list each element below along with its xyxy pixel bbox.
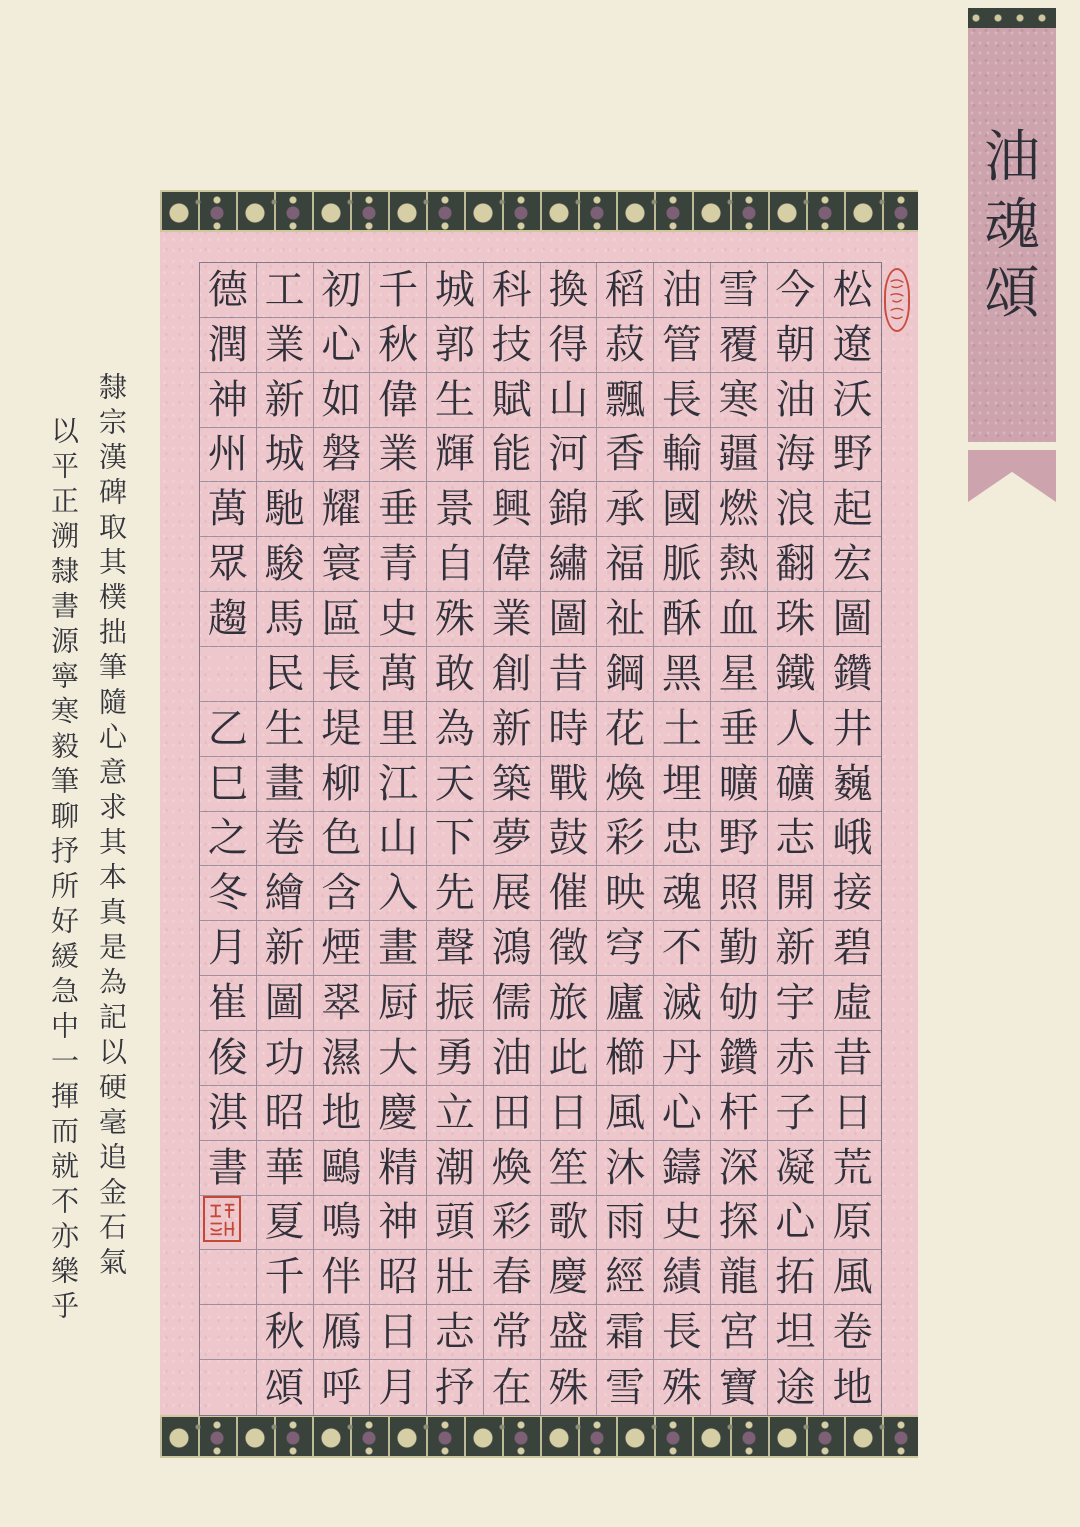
grid-cell: 創 <box>484 647 541 702</box>
grid-cell: 不 <box>654 921 711 976</box>
grid-cell: 曠 <box>711 757 768 812</box>
grid-cell: 耀 <box>314 482 371 537</box>
brocade-border-bottom <box>160 1415 918 1458</box>
grid-cell: 菽 <box>597 318 654 373</box>
grid-cell: 千 <box>257 1250 314 1305</box>
grid-cell: 日 <box>370 1305 427 1360</box>
grid-cell: 新 <box>257 373 314 428</box>
grid-cell: 錦 <box>541 482 598 537</box>
grid-cell: 宇 <box>768 976 825 1031</box>
grid-cell: 探 <box>711 1196 768 1251</box>
grid-cell: 下 <box>427 812 484 867</box>
grid-cell: 工 <box>257 263 314 318</box>
grid-cell: 酥 <box>654 592 711 647</box>
grid-cell: 畫 <box>370 921 427 976</box>
grid-cell: 卷 <box>824 1305 881 1360</box>
grid-cell: 廬 <box>597 976 654 1031</box>
grid-cell: 科 <box>484 263 541 318</box>
grid-cell: 垂 <box>370 482 427 537</box>
grid-cell: 心 <box>314 318 371 373</box>
grid-cell: 冬 <box>200 866 257 921</box>
grid-cell: 圖 <box>257 976 314 1031</box>
grid-cell: 土 <box>654 702 711 757</box>
grid-cell: 為 <box>427 702 484 757</box>
grid-cell: 殊 <box>427 592 484 647</box>
grid-cell: 民 <box>257 647 314 702</box>
grid-cell: 月 <box>200 921 257 976</box>
grid-cell: 虛 <box>824 976 881 1031</box>
grid-cell: 遼 <box>824 318 881 373</box>
grid-cell: 伴 <box>314 1250 371 1305</box>
grid-cell: 駿 <box>257 537 314 592</box>
grid-cell: 夢 <box>484 812 541 867</box>
grid-cell: 磐 <box>314 428 371 483</box>
grid-cell: 初 <box>314 263 371 318</box>
grid-cell: 日 <box>824 1086 881 1141</box>
colophon-column-1: 隸宗漢碑取其樸拙筆隨心意求其本真是為記以硬毫追金石氣 <box>95 372 128 1282</box>
grid-cell: 圖 <box>824 592 881 647</box>
grid-cell: 寰 <box>314 537 371 592</box>
grid-cell: 巍 <box>824 757 881 812</box>
grid-cell: 風 <box>597 1086 654 1141</box>
grid-cell: 眾 <box>200 537 257 592</box>
grid-cell: 築 <box>484 757 541 812</box>
grid-cell: 福 <box>597 537 654 592</box>
grid-cell: 彩 <box>597 812 654 867</box>
grid-cell <box>200 1305 257 1360</box>
grid-cell: 壯 <box>427 1250 484 1305</box>
grid-cell: 志 <box>768 812 825 867</box>
grid-cell: 技 <box>484 318 541 373</box>
grid-cell: 昭 <box>370 1250 427 1305</box>
grid-cell: 起 <box>824 482 881 537</box>
title-banner <box>968 8 1056 442</box>
grid-cell: 展 <box>484 866 541 921</box>
grid-cell: 荒 <box>824 1141 881 1196</box>
grid-cell: 彩 <box>484 1196 541 1251</box>
grid-cell: 勇 <box>427 1031 484 1086</box>
grid-cell: 覆 <box>711 318 768 373</box>
grid-cell: 鑄 <box>654 1141 711 1196</box>
banner-title-char-2: 魂 <box>984 193 1040 258</box>
grid-cell: 心 <box>654 1086 711 1141</box>
grid-cell: 朝 <box>768 318 825 373</box>
grid-cell: 疆 <box>711 428 768 483</box>
grid-cell: 抒 <box>427 1360 484 1415</box>
grid-cell: 河 <box>541 428 598 483</box>
grid-cell: 龍 <box>711 1250 768 1305</box>
grid-cell: 管 <box>654 318 711 373</box>
grid-cell: 沐 <box>597 1141 654 1196</box>
grid-cell: 坦 <box>768 1305 825 1360</box>
grid-cell: 繡 <box>541 537 598 592</box>
grid-cell: 花 <box>597 702 654 757</box>
grid-cell: 忠 <box>654 812 711 867</box>
grid-cell: 乙 <box>200 702 257 757</box>
grid-cell: 秋 <box>257 1305 314 1360</box>
grid-cell: 濕 <box>314 1031 371 1086</box>
grid-cell: 海 <box>768 428 825 483</box>
grid-cell: 鼓 <box>541 812 598 867</box>
grid-cell: 礦 <box>768 757 825 812</box>
grid-cell: 在 <box>484 1360 541 1415</box>
grid-cell: 劬 <box>711 976 768 1031</box>
grid-cell: 星 <box>711 647 768 702</box>
grid-cell: 志 <box>427 1305 484 1360</box>
grid-cell: 地 <box>832 1364 873 1411</box>
grid-cell: 新 <box>257 921 314 976</box>
grid-cell: 祉 <box>597 592 654 647</box>
grid-cell: 柳 <box>314 757 371 812</box>
grid-cell: 繪 <box>257 866 314 921</box>
grid-cell: 凝 <box>768 1141 825 1196</box>
grid-cell: 黑 <box>654 647 711 702</box>
grid-cell: 長 <box>654 1305 711 1360</box>
grid-cell: 寒 <box>711 373 768 428</box>
grid-cell: 血 <box>711 592 768 647</box>
grid-cell: 昔 <box>824 1031 881 1086</box>
grid-cell: 燃 <box>711 482 768 537</box>
grid-cell: 拓 <box>768 1250 825 1305</box>
grid-cell: 功 <box>257 1031 314 1086</box>
grid-cell <box>200 1360 257 1415</box>
grid-cell: 滅 <box>654 976 711 1031</box>
grid-cell: 能 <box>484 428 541 483</box>
grid-cell: 稻 <box>597 263 654 318</box>
grid-cell: 翠 <box>314 976 371 1031</box>
grid-cell: 興 <box>484 482 541 537</box>
grid-cell: 聲 <box>427 921 484 976</box>
grid-cell: 鳴 <box>314 1196 371 1251</box>
grid-cell: 雨 <box>597 1196 654 1251</box>
grid-cell: 長 <box>654 373 711 428</box>
grid-cell: 潤 <box>200 318 257 373</box>
grid-cell: 松 <box>824 263 881 318</box>
grid-cell: 厨 <box>370 976 427 1031</box>
grid-cell: 昔 <box>541 647 598 702</box>
grid-cell: 生 <box>427 373 484 428</box>
grid-cell: 偉 <box>370 373 427 428</box>
grid-cell: 色 <box>314 812 371 867</box>
grid-cell: 堤 <box>314 702 371 757</box>
grid-cell: 鐵 <box>768 647 825 702</box>
grid-cell: 勤 <box>711 921 768 976</box>
grid-cell: 垂 <box>711 702 768 757</box>
grid-cell: 雪 <box>711 263 768 318</box>
grid-cell: 途 <box>768 1360 825 1415</box>
grid-cell: 峨 <box>824 812 881 867</box>
grid-cell: 映 <box>597 866 654 921</box>
grid-cell: 鷗 <box>314 1141 371 1196</box>
grid-cell: 神 <box>200 373 257 428</box>
grid-cell: 里 <box>370 702 427 757</box>
grid-cell: 杆 <box>711 1086 768 1141</box>
grid-cell: 歌 <box>541 1196 598 1251</box>
grid-cell: 熱 <box>711 537 768 592</box>
grid-cell: 月 <box>370 1360 427 1415</box>
grid-cell: 城 <box>427 263 484 318</box>
calligraphy-grid <box>199 262 882 1416</box>
grid-cell: 得 <box>541 318 598 373</box>
artist-seal <box>203 1196 241 1242</box>
grid-cell: 煥 <box>597 757 654 812</box>
grid-cell: 野 <box>824 428 881 483</box>
banner-brocade-edge <box>968 8 1056 28</box>
grid-cell: 州 <box>200 428 257 483</box>
grid-cell: 江 <box>370 757 427 812</box>
grid-cell: 績 <box>654 1250 711 1305</box>
grid-cell: 趨 <box>200 592 257 647</box>
grid-cell: 此 <box>541 1031 598 1086</box>
grid-cell: 珠 <box>768 592 825 647</box>
grid-cell: 昭 <box>257 1086 314 1141</box>
grid-cell: 地 <box>314 1086 371 1141</box>
grid-cell: 國 <box>654 482 711 537</box>
grid-cell: 華 <box>257 1141 314 1196</box>
grid-cell: 偉 <box>484 537 541 592</box>
grid-cell: 心 <box>768 1196 825 1251</box>
grid-cell: 常 <box>484 1305 541 1360</box>
grid-cell: 油 <box>768 373 825 428</box>
grid-cell: 大 <box>370 1031 427 1086</box>
grid-cell: 魂 <box>654 866 711 921</box>
grid-cell: 輝 <box>427 428 484 483</box>
grid-cell: 沃 <box>824 373 881 428</box>
grid-cell: 宏 <box>824 537 881 592</box>
grid-cell: 井 <box>824 702 881 757</box>
grid-cell <box>200 647 257 702</box>
grid-cell: 長 <box>314 647 371 702</box>
grid-cell: 香 <box>597 428 654 483</box>
grid-cell: 含 <box>314 866 371 921</box>
grid-cell: 翻 <box>768 537 825 592</box>
grid-cell: 時 <box>541 702 598 757</box>
grid-cell: 業 <box>370 428 427 483</box>
grid-cell: 赤 <box>768 1031 825 1086</box>
grid-cell: 野 <box>711 812 768 867</box>
grid-cell: 丹 <box>654 1031 711 1086</box>
grid-cell: 殊 <box>654 1360 711 1415</box>
grid-cell: 煥 <box>484 1141 541 1196</box>
grid-cell: 鑽 <box>711 1031 768 1086</box>
grid-cell: 之 <box>200 812 257 867</box>
grid-cell: 寶 <box>711 1360 768 1415</box>
grid-cell: 精 <box>370 1141 427 1196</box>
grid-cell: 輸 <box>654 428 711 483</box>
grid-cell: 郭 <box>427 318 484 373</box>
grid-cell: 潮 <box>427 1141 484 1196</box>
grid-cell: 業 <box>484 592 541 647</box>
grid-cell: 萬 <box>200 482 257 537</box>
grid-cell: 德 <box>200 263 257 318</box>
grid-cell: 笙 <box>541 1141 598 1196</box>
grid-cell <box>200 1250 257 1305</box>
grid-cell: 振 <box>427 976 484 1031</box>
grid-cell: 巳 <box>200 757 257 812</box>
grid-cell: 頌 <box>257 1360 314 1415</box>
grid-cell: 景 <box>427 482 484 537</box>
grid-cell: 書 <box>200 1141 257 1196</box>
grid-cell: 飄 <box>597 373 654 428</box>
grid-cell: 史 <box>654 1196 711 1251</box>
grid-cell: 人 <box>768 702 825 757</box>
grid-cell: 立 <box>427 1086 484 1141</box>
grid-cell: 換 <box>541 263 598 318</box>
grid-cell: 鴻 <box>484 921 541 976</box>
grid-cell: 接 <box>824 866 881 921</box>
grid-cell: 俊 <box>200 1031 257 1086</box>
grid-cell: 原 <box>824 1196 881 1251</box>
grid-cell: 新 <box>768 921 825 976</box>
grid-cell: 碧 <box>824 921 881 976</box>
grid-cell: 夏 <box>257 1196 314 1251</box>
artwork-sheet <box>160 190 918 1458</box>
banner-title <box>968 125 1056 326</box>
grid-cell: 秋 <box>370 318 427 373</box>
grid-cell: 鑽 <box>824 647 881 702</box>
grid-cell: 史 <box>370 592 427 647</box>
grid-cell: 業 <box>257 318 314 373</box>
grid-cell: 徵 <box>541 921 598 976</box>
grid-cell: 自 <box>427 537 484 592</box>
grid-cell: 敢 <box>427 647 484 702</box>
grid-cell: 鴈 <box>314 1305 371 1360</box>
grid-cell: 脈 <box>654 537 711 592</box>
grid-cell: 開 <box>768 866 825 921</box>
grid-cell: 日 <box>541 1086 598 1141</box>
grid-cell: 子 <box>768 1086 825 1141</box>
grid-cell: 田 <box>484 1086 541 1141</box>
grid-cell: 神 <box>370 1196 427 1251</box>
grid-cell: 埋 <box>654 757 711 812</box>
grid-cell: 儒 <box>484 976 541 1031</box>
grid-cell: 風 <box>824 1250 881 1305</box>
grid-cell: 穹 <box>597 921 654 976</box>
grid-cell: 圖 <box>541 592 598 647</box>
grid-cell: 頭 <box>427 1196 484 1251</box>
grid-cell: 殊 <box>541 1360 598 1415</box>
grid-cell: 宮 <box>711 1305 768 1360</box>
grid-cell: 畫 <box>257 757 314 812</box>
grid-cell: 油 <box>484 1031 541 1086</box>
grid-cell: 賦 <box>484 373 541 428</box>
grid-cell: 煙 <box>314 921 371 976</box>
grid-cell: 今 <box>768 263 825 318</box>
grid-cell: 山 <box>370 812 427 867</box>
grid-cell: 新 <box>484 702 541 757</box>
grid-cell: 如 <box>314 373 371 428</box>
grid-cell: 青 <box>370 537 427 592</box>
grid-cell: 照 <box>711 866 768 921</box>
grid-cell: 卷 <box>257 812 314 867</box>
grid-cell: 生 <box>257 702 314 757</box>
grid-cell: 鋼 <box>597 647 654 702</box>
grid-cell: 馬 <box>257 592 314 647</box>
grid-cell: 盛 <box>541 1305 598 1360</box>
grid-cell: 慶 <box>541 1250 598 1305</box>
banner-title-char-1: 油 <box>984 125 1040 190</box>
banner-title-char-3: 頌 <box>984 261 1040 326</box>
grid-cell: 霜 <box>597 1305 654 1360</box>
grid-cell: 油 <box>654 263 711 318</box>
grid-cell: 先 <box>427 866 484 921</box>
grid-cell: 天 <box>427 757 484 812</box>
leading-seal <box>884 268 910 332</box>
grid-cell: 馳 <box>257 482 314 537</box>
grid-cell: 戰 <box>541 757 598 812</box>
grid-cell: 萬 <box>370 647 427 702</box>
grid-cell: 浪 <box>768 482 825 537</box>
grid-cell: 催 <box>541 866 598 921</box>
grid-cell: 區 <box>314 592 371 647</box>
grid-cell: 承 <box>597 482 654 537</box>
grid-cell: 經 <box>597 1250 654 1305</box>
grid-cell: 城 <box>257 428 314 483</box>
grid-cell: 呼 <box>314 1360 371 1415</box>
grid-cell: 旅 <box>541 976 598 1031</box>
grid-cell: 雪 <box>597 1360 654 1415</box>
grid-cell: 千 <box>370 263 427 318</box>
grid-cell: 崔 <box>200 976 257 1031</box>
brocade-border-top <box>160 190 918 232</box>
grid-cell: 櫛 <box>597 1031 654 1086</box>
colophon-column-2: 以平正溯隸書源寧寒毅筆聊抒所好緩急中一揮而就不亦樂乎 <box>47 416 80 1326</box>
banner-fishtail <box>968 450 1056 502</box>
grid-cell: 慶 <box>370 1086 427 1141</box>
grid-cell: 春 <box>484 1250 541 1305</box>
grid-cell: 深 <box>711 1141 768 1196</box>
grid-cell: 入 <box>370 866 427 921</box>
grid-cell: 山 <box>541 373 598 428</box>
grid-cell: 淇 <box>200 1086 257 1141</box>
